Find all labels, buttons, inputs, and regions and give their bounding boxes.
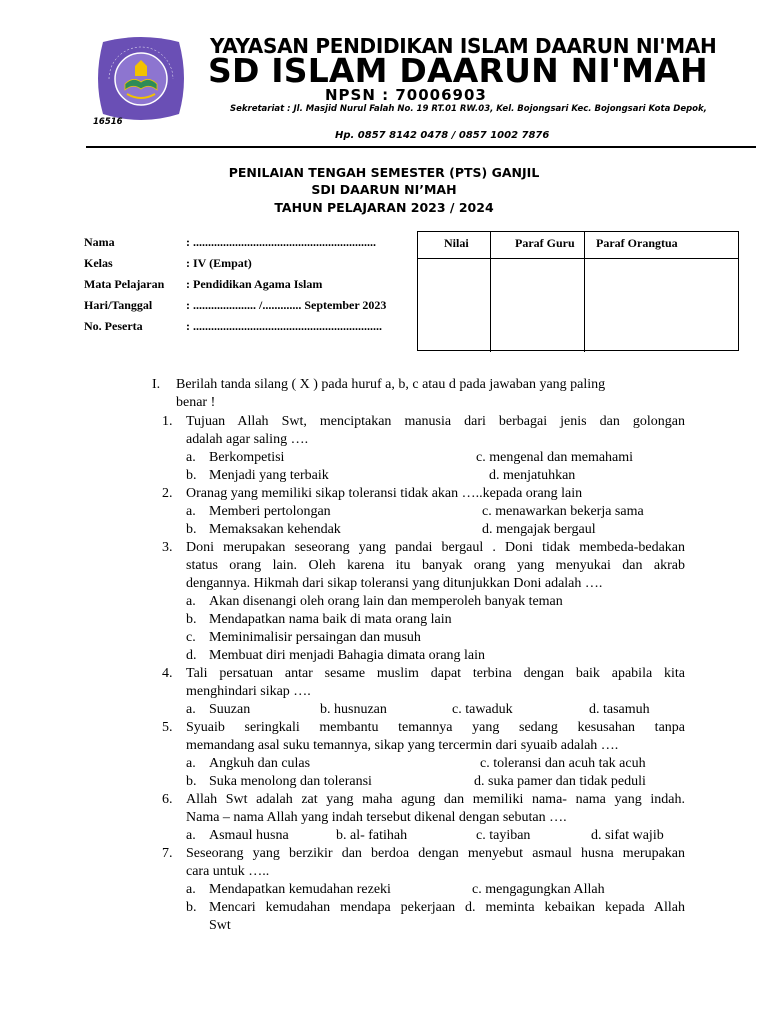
question-text: dengannya. Hikmah dari sikap toleransi yang ditunjukkan Doni adalah ….: [186, 576, 603, 591]
identity-value-subject: : Pendidikan Agama Islam: [186, 277, 323, 291]
score-header-parent-sign: Paraf Orangtua: [596, 236, 678, 250]
option-a[interactable]: Angkuh dan culas: [209, 756, 311, 771]
option-a[interactable]: Akan disenangi oleh orang lain dan memperoleh banyak teman: [209, 594, 563, 609]
option-a[interactable]: Suuzan: [209, 702, 251, 717]
identity-label-participant: No. Peserta: [84, 319, 143, 333]
option-b[interactable]: Suka menolong dan toleransi: [209, 774, 372, 789]
option-a[interactable]: Memberi pertolongan: [209, 504, 331, 519]
question-text: adalah agar saling ….: [186, 432, 309, 447]
option-letter: b.: [186, 900, 197, 915]
option-letter: b.: [186, 612, 197, 627]
option-b[interactable]: Mendapatkan nama baik di mata orang lain: [209, 612, 452, 627]
phone-numbers: Hp. 0857 8142 0478 / 0857 1002 7876: [335, 130, 550, 141]
question-text: Seseorang yang berzikir dan berdoa dengan menyebut asmaul husna merupakan: [186, 846, 685, 861]
identity-label-class: Kelas: [84, 256, 113, 270]
foundation-name: YAYASAN PENDIDIKAN ISLAM DAARUN NI'MAH: [210, 34, 717, 58]
option-letter: b.: [186, 522, 197, 537]
question-text: cara untuk …..: [186, 864, 270, 879]
option-d[interactable]: d. suka pamer dan tidak peduli: [474, 774, 646, 789]
option-d[interactable]: d. tasamuh: [589, 702, 650, 717]
identity-value-participant: : ...............................................................: [186, 319, 382, 333]
question-number: 1.: [162, 414, 173, 429]
option-letter: b.: [186, 468, 197, 483]
option-d[interactable]: d. menjatuhkan: [489, 468, 576, 483]
school-logo: [95, 36, 187, 122]
score-header-teacher-sign: Paraf Guru: [515, 236, 575, 250]
option-c[interactable]: c. mengenal dan memahami: [476, 450, 634, 465]
option-b-continuation: Swt: [209, 918, 231, 933]
option-b[interactable]: Mencari kemudahan mendapa pekerjaan d. meminta kebaikan kepada Allah: [209, 900, 685, 915]
header-divider: [86, 146, 756, 148]
option-a[interactable]: Mendapatkan kemudahan rezeki: [209, 882, 391, 897]
option-b[interactable]: b. al- fatihah: [336, 828, 408, 843]
question-text: menghindari sikap ….: [186, 684, 311, 699]
question-text: status orang lain. Oleh karena itu banyak orang yang menyukai dan akrab: [186, 558, 685, 573]
question-text: Doni merupakan seseorang yang pandai bergaul . Doni tidak membeda-bedakan: [186, 540, 685, 555]
option-b[interactable]: Memaksakan kehendak: [209, 522, 341, 537]
option-c[interactable]: c. tayiban: [476, 828, 531, 843]
option-letter: b.: [186, 774, 197, 789]
question-number: 4.: [162, 666, 173, 681]
option-c[interactable]: c. menawarkan bekerja sama: [482, 504, 644, 519]
exam-year: TAHUN PELAJARAN 2023 / 2024: [274, 200, 494, 215]
option-letter: c.: [186, 630, 196, 645]
question-text: Oranag yang memiliki sikap toleransi tidak akan …..kepada orang lain: [186, 486, 583, 501]
score-table: [417, 231, 739, 351]
option-b[interactable]: Menjadi yang terbaik: [209, 468, 329, 483]
option-letter: a.: [186, 882, 196, 897]
identity-value-name: : .............................................................: [186, 235, 376, 249]
option-d[interactable]: d. sifat wajib: [591, 828, 664, 843]
option-letter: a.: [186, 828, 196, 843]
question-number: 5.: [162, 720, 173, 735]
exam-school: SDI DAARUN NI’MAH: [311, 182, 457, 197]
section-instruction-cont: benar !: [176, 395, 216, 410]
question-text: Nama – nama Allah yang indah tersebut dikenal dengan sebutan ….: [186, 810, 567, 825]
section-instruction: Berilah tanda silang ( X ) pada huruf a, b, c atau d pada jawaban yang paling: [176, 377, 606, 392]
option-c[interactable]: Meminimalisir persaingan dan musuh: [209, 630, 421, 645]
question-text: Allah Swt adalah zat yang maha agung dan memiliki nama- nama yang indah.: [186, 792, 685, 807]
option-b[interactable]: b. husnuzan: [320, 702, 387, 717]
option-letter: a.: [186, 594, 196, 609]
option-letter: a.: [186, 702, 196, 717]
identity-label-name: Nama: [84, 235, 115, 249]
score-cell-parent-sign[interactable]: [585, 258, 738, 350]
identity-label-subject: Mata Pelajaran: [84, 277, 165, 291]
option-letter: a.: [186, 756, 196, 771]
secretariat-address: Sekretariat : Jl. Masjid Nurul Falah No. 19 RT.01 RW.03, Kel. Bojongsari Kec. Bojongsari Kota Depok,: [230, 104, 707, 114]
section-number: I.: [152, 377, 161, 392]
score-cell-grade[interactable]: [418, 258, 490, 350]
question-number: 3.: [162, 540, 173, 555]
question-number: 6.: [162, 792, 173, 807]
option-letter: a.: [186, 450, 196, 465]
option-c[interactable]: c. tawaduk: [452, 702, 513, 717]
option-letter: d.: [186, 648, 197, 663]
option-letter: a.: [186, 504, 196, 519]
npsn-label: NPSN : 70006903: [325, 86, 487, 104]
option-c[interactable]: c. toleransi dan acuh tak acuh: [480, 756, 646, 771]
school-name: SD ISLAM DAARUN NI'MAH: [208, 51, 708, 90]
question-number: 7.: [162, 846, 173, 861]
question-number: 2.: [162, 486, 173, 501]
option-d[interactable]: d. mengajak bergaul: [482, 522, 596, 537]
exam-title: PENILAIAN TENGAH SEMESTER (PTS) GANJIL: [228, 165, 540, 180]
school-logo-icon: [95, 36, 187, 122]
score-cell-teacher-sign[interactable]: [491, 258, 584, 350]
option-a[interactable]: Berkompetisi: [209, 450, 285, 465]
postal-code: 16516: [93, 117, 123, 127]
question-text: Tujuan Allah Swt, menciptakan manusia dari berbagai jenis dan golongan: [186, 414, 685, 429]
question-text: Syuaib seringkali membantu temannya yang sedang kesusahan tanpa: [186, 720, 685, 735]
identity-value-date: : ..................... /............. September 2023: [186, 298, 387, 312]
identity-value-class: : IV (Empat): [186, 256, 252, 270]
option-d[interactable]: Membuat diri menjadi Bahagia dimata orang lain: [209, 648, 486, 663]
score-header-grade: Nilai: [444, 236, 469, 250]
identity-label-date: Hari/Tanggal: [84, 298, 153, 312]
option-c[interactable]: c. mengagungkan Allah: [472, 882, 605, 897]
question-text: memandang asal suku temannya, sikap yang tercermin dari syuaib adalah ….: [186, 738, 619, 753]
option-a[interactable]: Asmaul husna: [209, 828, 289, 843]
question-text: Tali persatuan antar sesame muslim dapat terbina dengan baik apabila kita: [186, 666, 685, 681]
